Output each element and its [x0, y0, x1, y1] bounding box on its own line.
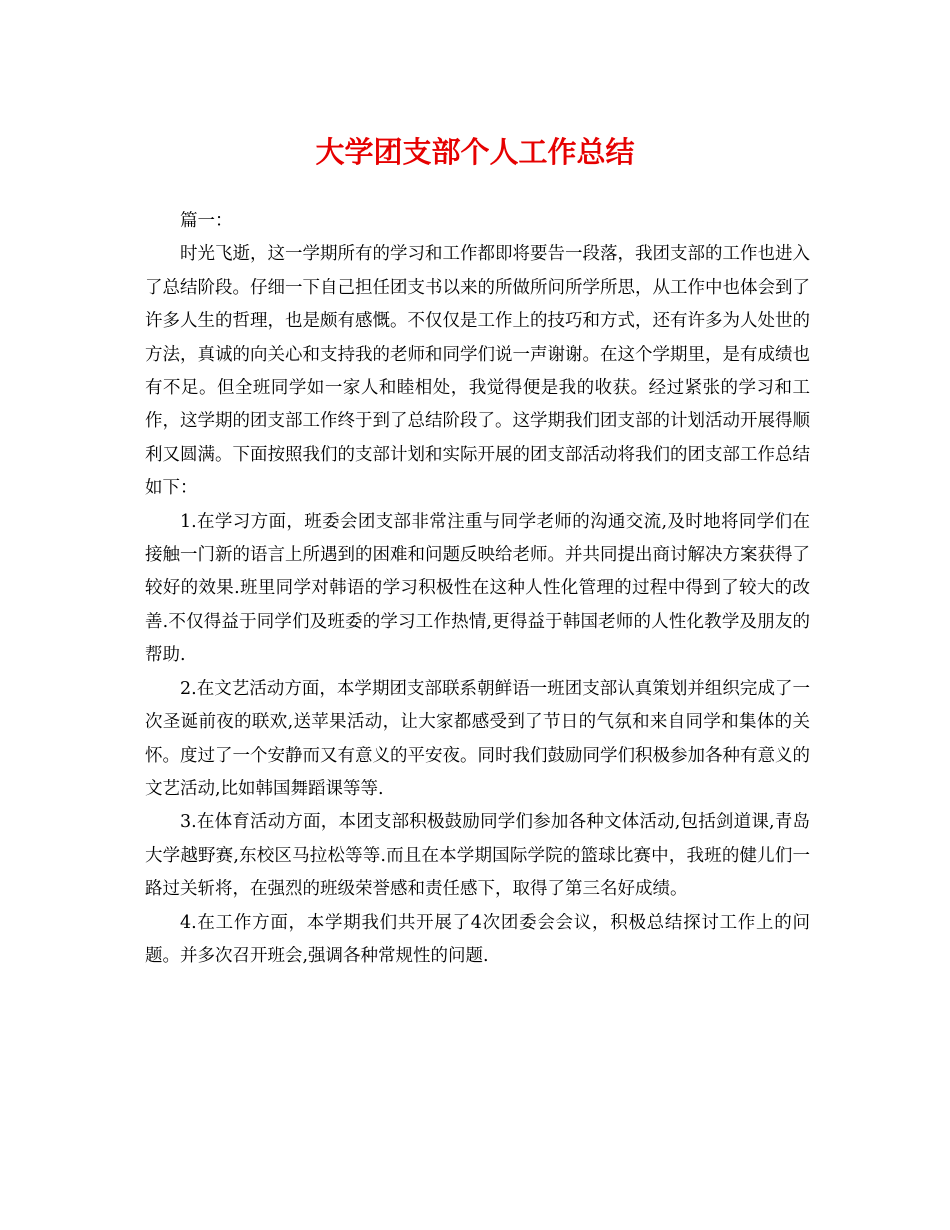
document-title: 大学团支部个人工作总结 — [315, 135, 635, 169]
paragraph-intro: 时光飞逝，这一学期所有的学习和工作都即将要告一段落，我团支部的工作也进入了总结阶段。仔细一下自己担任团支书以来的所做所问所学所思，从工作中也体会到了许多人生的哲理，也是颇有感慨。不仅仅是工作上的技巧和方式，还有许多为人处世的方法，真诚的向关心和支持我的老师和同学们说一声谢谢。在这个学期里，是有成绩也有不足。但全班同学如一家人和睦相处，我觉得便是我的收获。经过紧张的学习和工作，这学期的团支部工作终于到了总结阶段了。这学期我们团支部的计划活动开展得顺利又圆满。下面按照我们的支部计划和实际开展的团支部活动将我们的团支部工作总结如下： — [145, 244, 810, 499]
document-body — [145, 205, 810, 973]
paragraph-sports: 3.在体育活动方面，本团支部积极鼓励同学们参加各种文体活动,包括剑道课,青岛大学越野赛,东校区马拉松等等.而且在本学期国际学院的篮球比赛中，我班的健儿们一路过关斩将，在强烈的班级荣誉感和责任感下，取得了第三名好成绩。 — [145, 812, 810, 900]
paragraph-work: 4.在工作方面，本学期我们共开展了4次团委会会议，积极总结探讨工作上的问题。并多次召开班会,强调各种常规性的问题. — [145, 912, 810, 966]
paragraph-study: 1.在学习方面，班委会团支部非常注重与同学老师的沟通交流,及时地将同学们在接触一门新的语言上所遇到的困难和问题反映给老师。并共同提出商讨解决方案获得了较好的效果.班里同学对韩语的学习积极性在这种人性化管理的过程中得到了较大的改善.不仅得益于同学们及班委的学习工作热情,更得益于韩国老师的人性化教学及朋友的帮助. — [145, 511, 810, 666]
paragraph-arts: 2.在文艺活动方面，本学期团支部联系朝鲜语一班团支部认真策划并组织完成了一次圣诞前夜的联欢,送苹果活动，让大家都感受到了节日的气氛和来自同学和集体的关怀。度过了一个安静而又有意义的平安夜。同时我们鼓励同学们积极参加各种有意义的文艺活动,比如韩国舞蹈课等等. — [145, 678, 810, 799]
paragraph-section-label: 篇一： — [180, 211, 233, 231]
